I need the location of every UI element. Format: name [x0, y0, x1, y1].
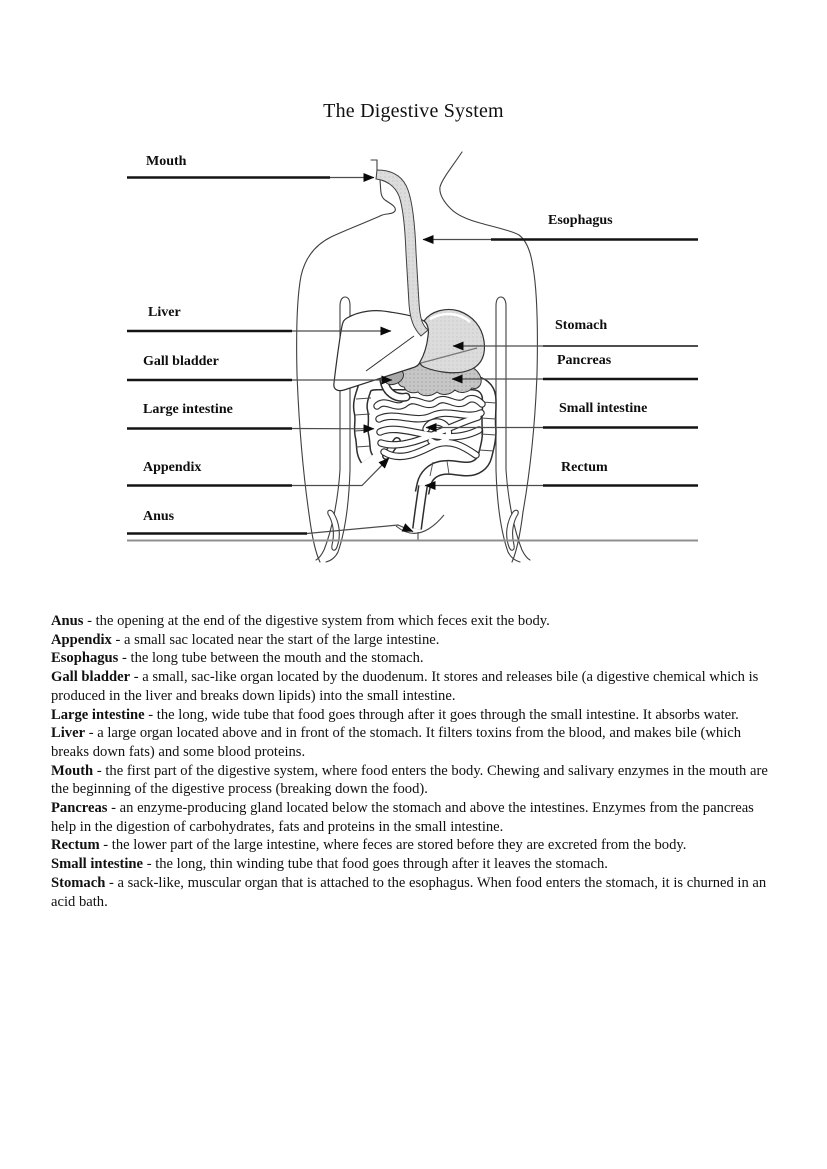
glossary — [51, 612, 781, 911]
glossary-term: Esophagus — [51, 650, 119, 667]
diagram-label-mouth: Mouth — [146, 154, 187, 169]
glossary-definition: - a small sac located near the start of the large intestine. — [115, 631, 440, 648]
diagram-label-gall-bladder: Gall bladder — [143, 354, 219, 369]
glossary-definition: - a large organ located above and in front of the stomach. It filters toxins from the blood, and makes bile (which breaks down fats) and some blood proteins. — [51, 725, 742, 760]
glossary-entry — [51, 612, 781, 631]
glossary-term: Large intestine — [51, 706, 145, 723]
right-thumb — [507, 510, 519, 550]
glossary-definition: - an enzyme-producing gland located below the stomach and above the intestines. Enzymes from the pancreas help in the digestion of carbohydrates, fats and proteins in the small intestine. — [51, 800, 754, 835]
glossary-entry — [51, 762, 781, 799]
diagram-label-stomach: Stomach — [555, 318, 608, 333]
glossary-term: Appendix — [51, 631, 112, 648]
glossary-entry — [51, 668, 781, 705]
glossary-entry — [51, 706, 781, 725]
glossary-term: Liver — [51, 725, 86, 742]
glossary-definition: - the long tube between the mouth and the stomach. — [122, 650, 424, 667]
stomach-organ — [420, 309, 485, 372]
glossary-term: Pancreas — [51, 800, 108, 817]
diagram-label-small-intestine: Small intestine — [559, 401, 648, 416]
glossary-term: Mouth — [51, 762, 94, 779]
glossary-entry — [51, 724, 781, 761]
glossary-entry — [51, 631, 781, 650]
glossary-term: Stomach — [51, 874, 106, 891]
glossary-definition: - the long, thin winding tube that food goes through after it leaves the stomach. — [146, 856, 608, 873]
glossary-term: Small intestine — [51, 856, 144, 873]
glossary-definition: - a small, sac-like organ located by the duodenum. It stores and releases bile (a digestive chemical which is produced in the liver and breaks down lipids) into the small intestine. — [51, 669, 759, 704]
diagram-label-rectum: Rectum — [561, 460, 608, 475]
glossary-entry — [51, 649, 781, 668]
glossary-definition: - the long, wide tube that food goes through after it goes through the small intestine. It absorbs water. — [148, 706, 739, 723]
chin-line — [371, 160, 377, 175]
glossary-definition: - a sack-like, muscular organ that is attached to the esophagus. When food enters the stomach, it is churned in an acid bath. — [51, 874, 767, 910]
diagram-label-liver: Liver — [148, 305, 181, 320]
glossary-definition: - the first part of the digestive system, where food enters the body. Chewing and salivary enzymes in the mouth are the beginning of the digestive process (breaking down the food). — [51, 762, 768, 798]
glossary-entry — [51, 799, 781, 836]
glossary-entry — [51, 855, 781, 874]
diagram-label-pancreas: Pancreas — [557, 353, 612, 368]
rectum-organ — [396, 486, 444, 541]
glossary-definition: - the opening at the end of the digestive system from which feces exit the body. — [87, 613, 550, 629]
diagram-label-esophagus: Esophagus — [548, 213, 613, 228]
glossary-definition: - the lower part of the large intestine, where feces are stored before they are excreted from the body. — [103, 837, 687, 854]
page-title: The Digestive System — [323, 100, 504, 122]
diagram-label-appendix: Appendix — [143, 460, 202, 475]
diagram-label-anus: Anus — [143, 509, 175, 524]
digestive-system-diagram — [0, 0, 827, 580]
glossary-entry — [51, 874, 781, 911]
diagram-label-large-intestine: Large intestine — [143, 402, 233, 417]
glossary-term: Gall bladder — [51, 669, 131, 686]
glossary-entry — [51, 836, 781, 855]
glossary-term: Rectum — [51, 837, 100, 854]
glossary-term: Anus — [51, 613, 84, 629]
